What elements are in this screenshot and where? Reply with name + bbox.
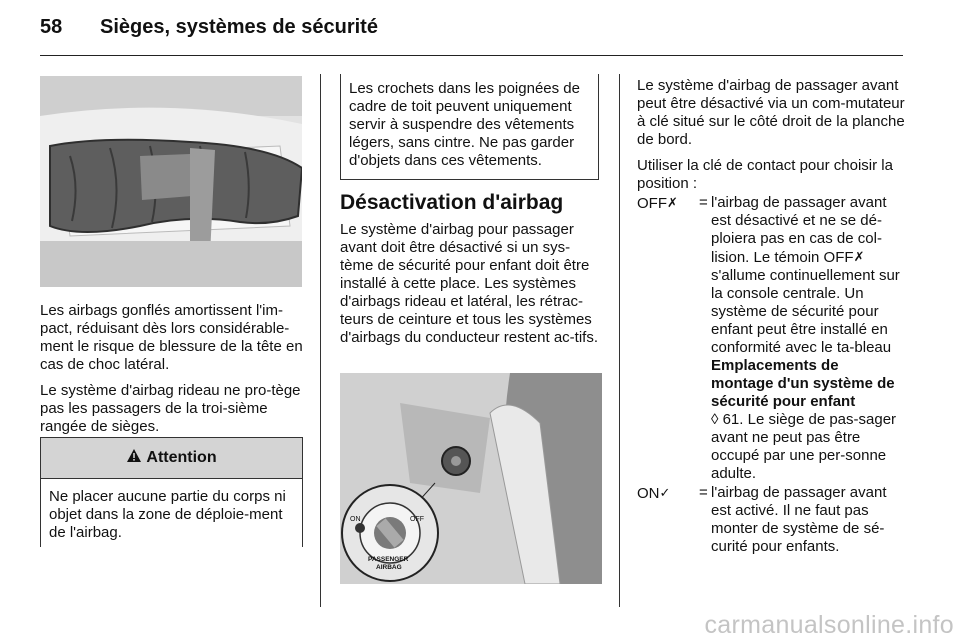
watermark: carmanualsonline.info [704,611,954,639]
middle-paragraph-1: Le système d'airbag pour passager avant doit être désactivé si un sys-tème de sécurité pour enfant doit être installé à cette place. Les systèmes d'airbags rideau et latéral, les rétrac-teurs de ceinture et tous les systèmes d'airbags du conducteur restent ac-tifs. [340,221,599,346]
definition-on [637,484,905,556]
def-eq-off: = [699,194,708,211]
left-paragraph-1: Les airbags gonflés amortissent l'im-pact, réduisant dès lors considérable-ment le risque de blessure de la tête en cas de choc latéral. [40,302,303,373]
page-title: Sièges, systèmes de sécurité [100,16,378,38]
attention-header [41,437,302,479]
child-seat-locations-link[interactable]: Emplacements de montage d'un système de sécurité pour enfant [711,357,895,410]
figure-label-off: OFF [410,516,424,523]
header-rule [40,55,903,56]
figure-label-on: ON [350,516,361,523]
right-paragraph-1: Le système d'airbag de passager avant peut être désactivé via un com-mutateur à clé situé sur le côté droit de la planche de bord. [637,77,905,148]
left-paragraph-2: Le système d'airbag rideau ne pro-tège pas les passagers de la troi-sième rangée de sièges. [40,382,301,435]
def-off-text-3: 61. Le siège de pas-sager avant ne peut pas être occupé par une per-sonne adulte. [711,411,897,482]
figure-label-airbag: AIRBAG [376,564,402,571]
figure-label-passenger: PASSENGER [368,556,409,563]
key-switch-figure [340,373,602,584]
section-heading: Désactivation d'airbag [340,191,564,214]
page-ref-arrow[interactable]: ◊ [711,411,719,428]
def-key-off: OFF [637,195,667,212]
airbag-off-indicator-icon: ✗ [853,249,865,264]
right-paragraph-2: Utiliser la clé de contact pour choisir la position : [637,157,893,192]
definition-off [637,194,905,483]
def-off-text-2: s'allume continuellement sur la console centrale. Un système de sécurité pour enfant peut être installé en conformité avec le ta-bleau [711,267,900,356]
def-key-on: ON [637,485,660,502]
airbag-off-icon: ✗ [667,195,678,210]
def-off-text-1: l'airbag de passager avant est désactivé et ne se dé-ploiera pas en cas de col-lision. Le témoin OFF [711,194,887,266]
page-number: 58 [40,16,63,38]
column-divider-2 [619,74,620,607]
attention-title: Attention [146,449,217,466]
column-divider-1 [320,74,321,607]
warning-triangle-icon [126,448,142,468]
airbag-on-icon: ✓ [659,485,671,500]
attention-text: Ne placer aucune partie du corps ni objet dans la zone de déploie-ment de l'airbag. [49,488,286,541]
position-definitions [637,194,905,557]
note-box: Les crochets dans les poignées de cadre de toit peuvent uniquement servir à suspendre des vêtements légers, sans cintre. Ne pas garder d'objets dans ces vêtements. [340,74,599,180]
attention-box [40,437,303,547]
def-eq-on: = [699,484,708,501]
def-on-text: l'airbag de passager avant est activé. Il ne faut pas monter de système de sé-curité pour enfants. [711,484,887,555]
airbag-curtain-figure [40,76,302,287]
